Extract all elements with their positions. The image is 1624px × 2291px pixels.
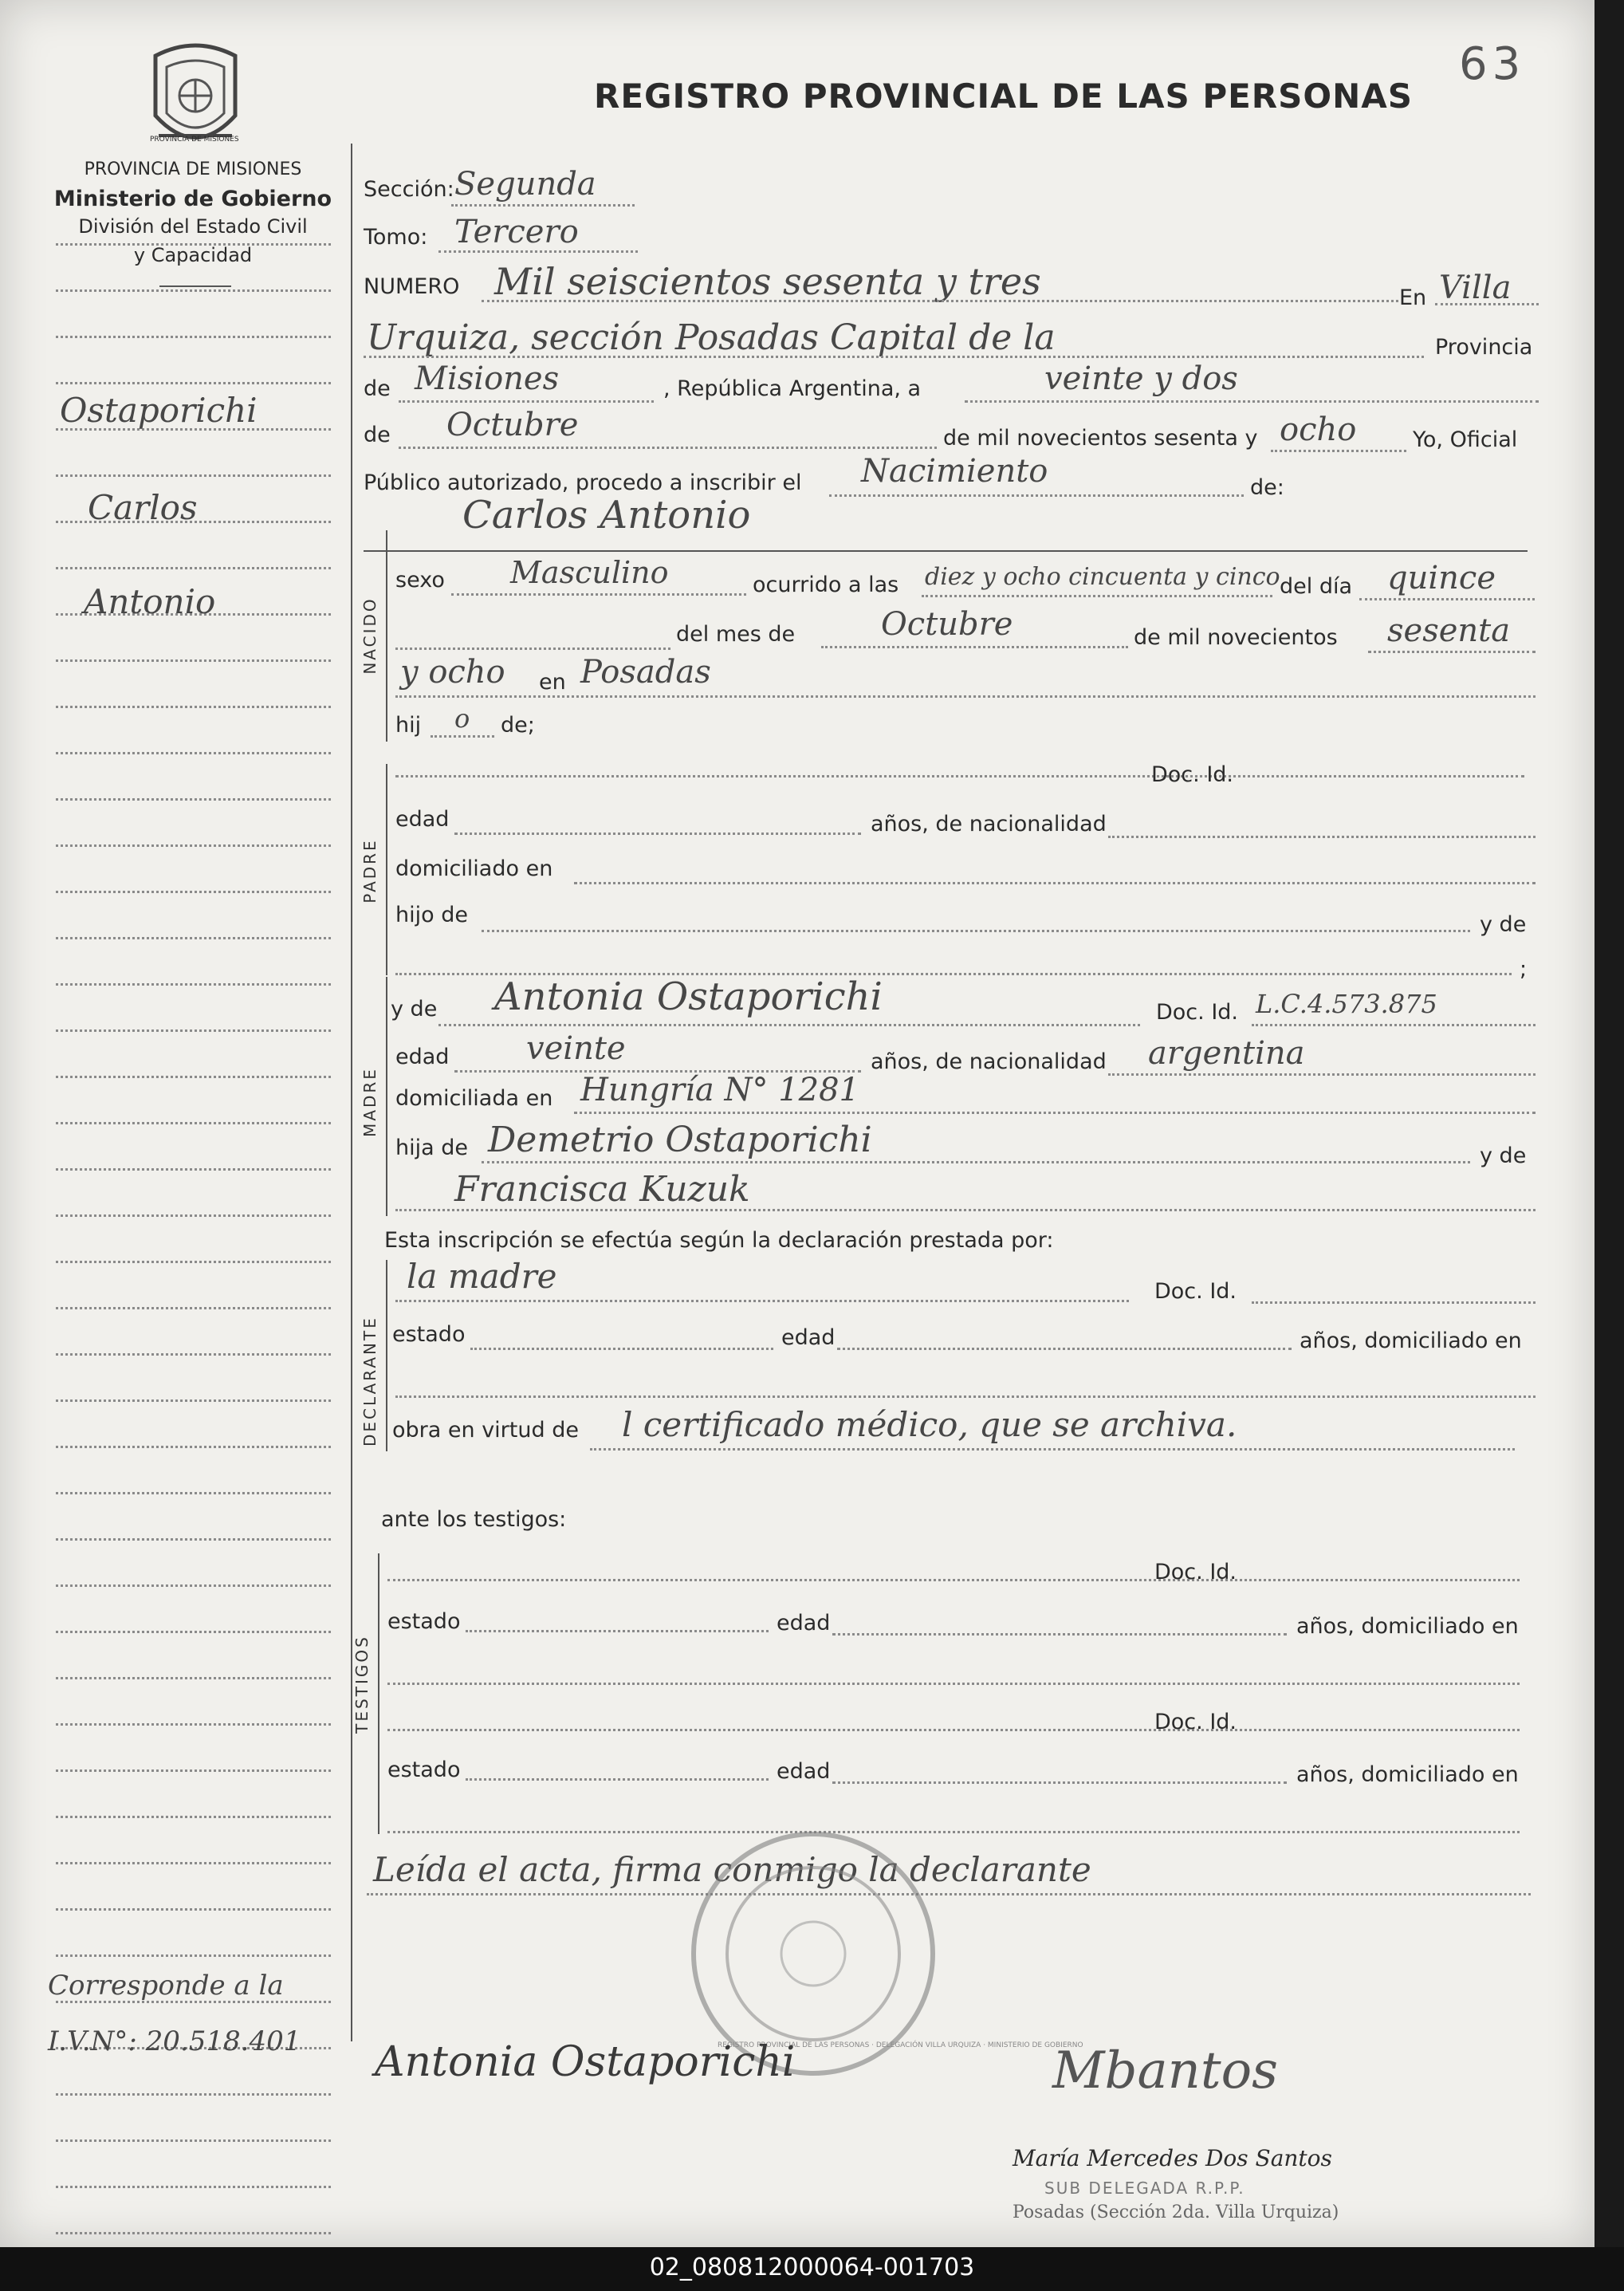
madre-edad-label: edad <box>395 1045 450 1069</box>
de-mil-nov-label: de mil novecientos <box>1134 625 1338 650</box>
margin-rule <box>351 144 352 2041</box>
margin-ruled-line <box>56 1446 331 1448</box>
seccion-label: Sección: <box>364 177 454 202</box>
margin-ruled-line <box>56 983 331 986</box>
madre-section-label: MADRE <box>360 1067 379 1137</box>
declarante-signature: Antonia Ostaporichi <box>375 2038 796 2086</box>
declarante-edad-label: edad <box>781 1325 836 1350</box>
margin-ruled-line <box>56 1399 331 1402</box>
ocurrido-label: ocurrido a las <box>753 573 899 597</box>
madre-yde-2-label: y de <box>1480 1144 1527 1168</box>
testigo2-edad-label: edad <box>777 1759 831 1784</box>
de-label: de <box>364 376 391 401</box>
acto-value: Nacimiento <box>861 453 1048 490</box>
margin-ruled-line <box>56 1353 331 1356</box>
anio-value: ocho <box>1280 411 1357 448</box>
tomo-value: Tercero <box>454 214 579 250</box>
de-colon-label: de: <box>1250 475 1284 500</box>
testigo1-estado-label: estado <box>387 1609 461 1634</box>
margin-ruled-line <box>56 2093 331 2096</box>
margin-ruled-line <box>56 1677 331 1679</box>
margin-ruled-line <box>56 289 331 292</box>
org-line-3: División del Estado Civil <box>78 215 308 238</box>
declarante-anos-label: años, domiciliado en <box>1300 1329 1522 1353</box>
declarante-estado-label: estado <box>392 1322 466 1347</box>
oficial-title: SUB DELEGADA R.P.P. <box>1044 2179 1245 2198</box>
provincia-label: Provincia <box>1435 335 1533 360</box>
oficial-place: Posadas (Sección 2da. Villa Urquiza) <box>1013 2202 1339 2222</box>
margin-ruled-line <box>56 1954 331 1957</box>
padre-doc-label: Doc. Id. <box>1151 762 1234 787</box>
lugar-value: Urquiza, sección Posadas Capital de la <box>367 317 1056 358</box>
margin-note-1: Corresponde a la <box>48 1970 284 2002</box>
org-line-1: PROVINCIA DE MISIONES <box>84 159 302 179</box>
padre-anos-label: años, de nacionalidad <box>871 812 1107 836</box>
margin-ruled-line <box>56 1261 331 1263</box>
margin-ruled-line <box>56 1723 331 1726</box>
page-number: 63 <box>1459 38 1526 90</box>
testigo1-doc-label: Doc. Id. <box>1154 1560 1237 1584</box>
margin-ruled-line <box>56 474 331 477</box>
numero-value: Mil seiscientos sesenta y tres <box>494 260 1041 303</box>
obra-value: l certificado médico, que se archiva. <box>622 1405 1237 1444</box>
nombre-value: Carlos Antonio <box>462 493 751 537</box>
margin-ruled-line <box>56 891 331 893</box>
margin-ruled-line <box>56 1584 331 1587</box>
de-mil-label: de mil novecientos sesenta y <box>943 426 1258 451</box>
hij-label: hij <box>395 713 422 738</box>
fecha-dia-value: veinte y dos <box>1044 360 1238 397</box>
testigo1-edad-label: edad <box>777 1611 831 1636</box>
oficial-name: María Mercedes Dos Santos <box>1013 2145 1332 2171</box>
sexo-value: Masculino <box>510 555 669 590</box>
yo-oficial-label: Yo, Oficial <box>1413 427 1518 452</box>
sexo-label: sexo <box>395 568 445 592</box>
madre-dom-label: domiciliada en <box>395 1086 553 1111</box>
de-label-2: de <box>364 423 391 447</box>
org-divider <box>159 285 231 287</box>
margin-ruled-line <box>56 706 331 708</box>
margin-ruled-line <box>56 1492 331 1494</box>
margin-ruled-line <box>56 1631 331 1633</box>
margin-ruled-line <box>56 1168 331 1171</box>
numero-label: NUMERO <box>364 274 460 299</box>
esta-inscripcion-label: Esta inscripción se efectúa según la declaración prestada por: <box>384 1228 1054 1253</box>
hij-de-label: de; <box>501 713 535 738</box>
margin-ruled-line <box>56 1769 331 1772</box>
hij-value: o <box>454 703 470 734</box>
del-dia-label: del día <box>1280 574 1353 599</box>
ante-testigos-label: ante los testigos: <box>381 1507 567 1532</box>
madre-madre-value: Francisca Kuzuk <box>454 1169 750 1210</box>
obra-label: obra en virtud de <box>392 1418 579 1443</box>
madre-doc-label: Doc. Id. <box>1156 1000 1239 1025</box>
madre-nombre-value: Antonia Ostaporichi <box>494 974 883 1019</box>
dia-value: quince <box>1387 560 1496 596</box>
footer-filename: 02_080812000064-001703 <box>649 2254 975 2281</box>
padre-edad-label: edad <box>395 807 450 832</box>
fecha-mes-value: Octubre <box>446 407 579 443</box>
margin-ruled-line <box>56 2139 331 2142</box>
margin-ruled-line <box>56 2186 331 2188</box>
lugar-nac-value: Posadas <box>580 654 711 691</box>
margin-ruled-line <box>56 382 331 384</box>
madre-anos-label: años, de nacionalidad <box>871 1049 1107 1074</box>
declarante-section-label: DECLARANTE <box>360 1316 379 1447</box>
padre-dom-label: domiciliado en <box>395 856 553 881</box>
nacido-section-label: NACIDO <box>360 596 379 675</box>
tomo-label: Tomo: <box>364 225 428 250</box>
margin-ruled-line <box>56 844 331 847</box>
testigo1-anos-label: años, domiciliado en <box>1296 1614 1519 1639</box>
margin-ruled-line <box>56 1214 331 1217</box>
anio-nac-2-value: y ocho <box>400 654 505 691</box>
margin-ruled-line <box>56 1538 331 1541</box>
margin-surname: Ostaporichi <box>60 391 258 430</box>
provincia-value: Misiones <box>415 360 560 397</box>
margin-name-2: Antonio <box>84 582 216 621</box>
margin-ruled-line <box>56 1307 331 1309</box>
testigo2-doc-label: Doc. Id. <box>1154 1710 1237 1734</box>
padre-yde-label: y de <box>1480 912 1527 937</box>
madre-padre-value: Demetrio Ostaporichi <box>488 1120 872 1160</box>
margin-ruled-line <box>56 752 331 754</box>
madre-dom-value: Hungría N° 1281 <box>580 1072 859 1108</box>
org-line-2: Ministerio de Gobierno <box>53 187 332 211</box>
madre-doc-value: L.C.4.573.875 <box>1256 989 1437 1019</box>
margin-ruled-line <box>56 1122 331 1124</box>
margin-ruled-line <box>56 937 331 939</box>
testigos-section-label: TESTIGOS <box>352 1635 372 1734</box>
padre-hijo-label: hijo de <box>395 903 468 927</box>
margin-ruled-line <box>56 1862 331 1864</box>
oficial-signature: Mbantos <box>1052 2041 1278 2100</box>
testigo2-anos-label: años, domiciliado en <box>1296 1762 1519 1787</box>
margin-ruled-line <box>56 1076 331 1078</box>
margin-ruled-line <box>56 2232 331 2234</box>
madre-hija-label: hija de <box>395 1136 468 1160</box>
margin-ruled-line <box>56 1816 331 1818</box>
madre-nac-value: argentina <box>1148 1035 1305 1072</box>
margin-ruled-line <box>56 567 331 569</box>
document-title: REGISTRO PROVINCIAL DE LAS PERSONAS <box>594 77 1414 116</box>
del-mes-label: del mes de <box>676 622 796 647</box>
margin-note-2: I.V.N°: 20.518.401 <box>48 2025 301 2057</box>
declarante-value: la madre <box>407 1257 557 1296</box>
testigo2-estado-label: estado <box>387 1758 461 1782</box>
anio-nac-value: sesenta <box>1387 612 1511 649</box>
margin-ruled-line <box>56 336 331 338</box>
publico-label: Público autorizado, procedo a inscribir el <box>364 470 802 495</box>
hora-value: diez y ocho cincuenta y cinco <box>925 563 1280 591</box>
en-label: En <box>1399 285 1427 310</box>
en-value: Villa <box>1439 270 1512 306</box>
seccion-value: Segunda <box>454 166 596 203</box>
margin-ruled-line <box>56 243 331 246</box>
padre-section-label: PADRE <box>360 838 379 903</box>
mes-value: Octubre <box>881 606 1013 643</box>
padre-semicolon: ; <box>1520 957 1528 982</box>
margin-name-1: Carlos <box>88 488 198 527</box>
madre-yde-label: y de <box>391 997 438 1022</box>
org-line-4: y Capacidad <box>133 244 253 266</box>
en-nac-label: en <box>539 670 566 695</box>
top-seal-text: PROVINCIA DE MISIONES <box>150 136 239 144</box>
margin-ruled-line <box>56 1029 331 1032</box>
margin-ruled-line <box>56 798 331 801</box>
margin-ruled-line <box>56 659 331 662</box>
republica-label: , República Argentina, a <box>663 376 922 401</box>
declarante-doc-label: Doc. Id. <box>1154 1279 1237 1304</box>
cierre-value: Leída el acta, firma conmigo la declarante <box>373 1850 1091 1889</box>
madre-edad-value: veinte <box>526 1030 626 1067</box>
round-seal-text: REGISTRO PROVINCIAL DE LAS PERSONAS · DELEGACIÓN VILLA URQUIZA · MINISTERIO DE GOBIERNO <box>718 2041 1083 2049</box>
margin-ruled-line <box>56 1908 331 1911</box>
